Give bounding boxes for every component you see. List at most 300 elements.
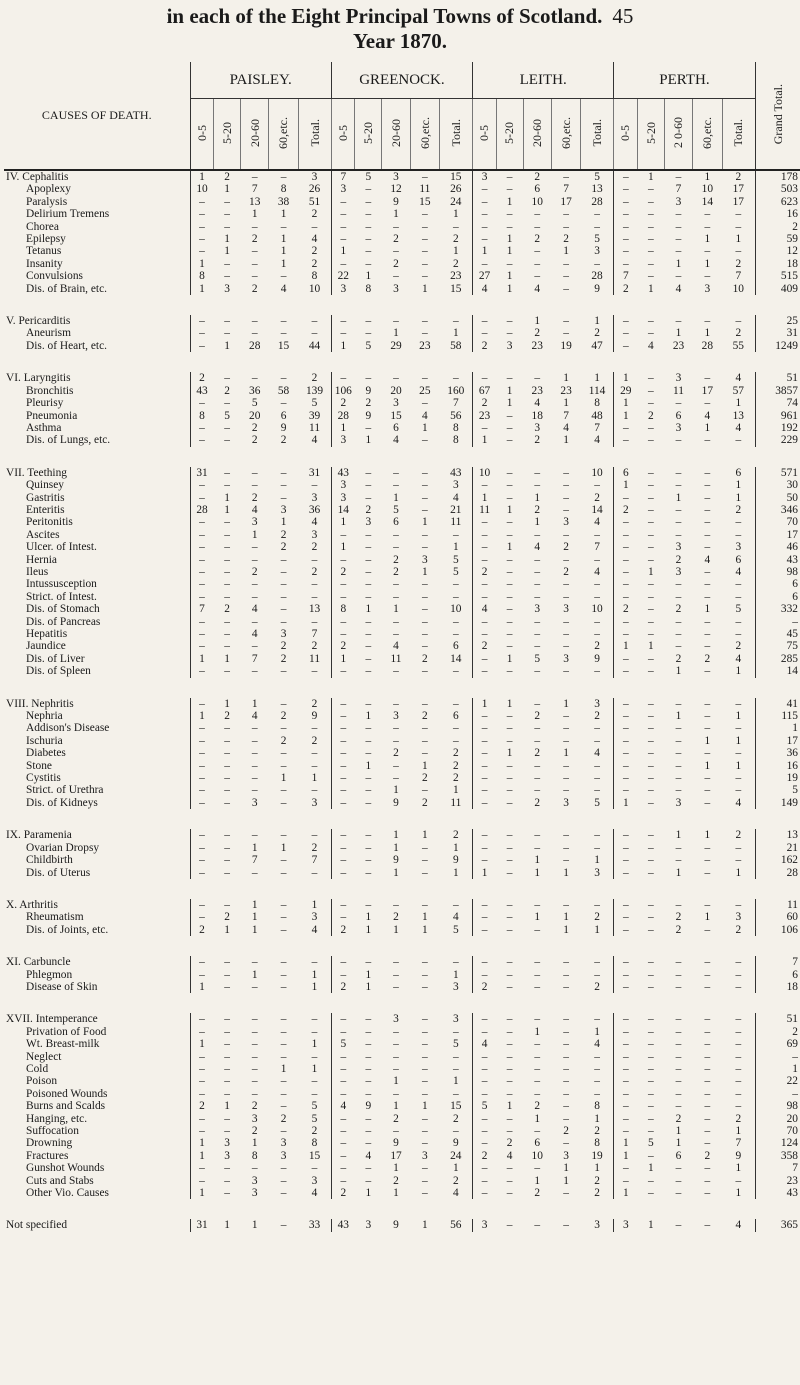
count-cell: – [365, 1112, 372, 1125]
town-total-cell: – [298, 221, 331, 233]
group-gap [4, 809, 800, 829]
count-cell: – [473, 1162, 497, 1174]
count-cell: – [251, 220, 258, 233]
count-cell: – [422, 1050, 428, 1063]
count-cell: – [506, 615, 513, 628]
town-total-cell: 2 [581, 911, 614, 923]
count-cell: – [473, 772, 497, 784]
mortality-table [4, 62, 800, 1232]
count-cell: 6 [614, 467, 638, 479]
count-cell: – [648, 603, 654, 616]
grand-total-cell: 51 [786, 1013, 798, 1026]
town-total-cell: – [440, 372, 473, 384]
count-cell: – [251, 1025, 258, 1038]
table-row [4, 410, 800, 422]
count-cell: – [563, 1062, 569, 1075]
count-cell: – [331, 327, 355, 339]
count-cell: – [563, 590, 569, 603]
count-cell: – [648, 590, 654, 603]
count-cell: 1 [251, 898, 258, 911]
group-gap [4, 352, 800, 372]
count-cell: 3 [251, 1187, 258, 1200]
count-cell: 20 [249, 409, 261, 422]
count-cell: – [704, 372, 711, 385]
count-cell: – [506, 327, 513, 340]
count-cell: 1 [331, 422, 355, 434]
page-number: 45 [612, 4, 634, 28]
cause-header: CAUSES OF DEATH. [4, 62, 190, 170]
count-cell: 1 [614, 1137, 638, 1149]
count-cell: – [473, 479, 497, 491]
count-cell: – [534, 923, 541, 936]
count-cell: 1 [190, 1137, 214, 1149]
count-cell: – [534, 565, 541, 578]
town-total-cell: 2 [581, 1175, 614, 1187]
count-cell: 1 [506, 282, 513, 295]
count-cell: – [473, 315, 497, 327]
grand-total-cell: 229 [780, 434, 798, 447]
cause-label: Aneurism [4, 327, 190, 339]
count-cell: – [648, 220, 654, 233]
count-cell: – [704, 434, 711, 447]
count-cell: – [648, 1112, 654, 1125]
count-cell: 4 [473, 1038, 497, 1050]
town-total-cell: – [581, 529, 614, 541]
count-cell: – [648, 1087, 654, 1100]
count-cell: – [280, 270, 287, 283]
count-cell: – [675, 747, 682, 760]
count-cell: 3 [224, 282, 230, 295]
grand-total-cell: – [792, 615, 798, 628]
count-cell: 9 [393, 195, 399, 208]
town-total-cell: 8 [581, 1137, 614, 1149]
count-cell: – [365, 466, 372, 479]
count-cell: – [331, 911, 355, 923]
age-header-paisley-3: 60,etc. [269, 99, 298, 171]
town-total-cell: 1 [722, 1162, 755, 1174]
count-cell: 1 [393, 327, 399, 340]
count-cell: – [506, 171, 513, 183]
town-total-cell: 3 [722, 541, 755, 553]
grand-total-cell: 18 [786, 980, 798, 993]
count-cell: – [422, 603, 428, 616]
town-total-cell: 2 [722, 258, 755, 270]
count-cell: – [534, 1087, 541, 1100]
count-cell: – [190, 233, 214, 245]
count-cell: – [614, 1162, 638, 1174]
count-cell: 1 [190, 283, 214, 295]
town-total-cell: 1 [581, 1113, 614, 1125]
count-cell: 3 [534, 603, 541, 616]
count-cell: – [506, 466, 513, 479]
count-cell: – [422, 734, 428, 747]
count-cell: – [675, 980, 682, 993]
count-cell: – [614, 772, 638, 784]
count-cell: – [331, 208, 355, 220]
count-cell: 11 [390, 652, 402, 665]
town-total-cell: – [722, 1063, 755, 1075]
count-cell: – [190, 1113, 214, 1125]
count-cell: – [422, 257, 428, 270]
count-cell: – [506, 854, 513, 867]
count-cell: – [648, 195, 654, 208]
town-total-cell: 9 [581, 283, 614, 295]
count-cell: – [365, 796, 372, 809]
count-cell: – [280, 615, 287, 628]
table-row [4, 797, 800, 809]
town-total-cell: – [440, 1026, 473, 1038]
age-header-perth-0: 0-5 [614, 99, 638, 171]
count-cell: 2 [473, 397, 497, 409]
town-total-cell: 2 [298, 1125, 331, 1137]
count-cell: – [614, 327, 638, 339]
count-cell: 2 [422, 772, 428, 785]
count-cell: – [331, 956, 355, 968]
count-cell: 3 [280, 628, 287, 640]
count-cell: – [648, 697, 654, 710]
count-cell: 106 [331, 385, 355, 397]
count-cell: 2 [648, 409, 654, 422]
count-cell: 14 [701, 195, 714, 208]
count-cell: – [422, 1025, 428, 1038]
table-row [4, 747, 800, 759]
table-row [4, 208, 800, 220]
count-cell: 2 [614, 283, 638, 295]
town-total-cell: 13 [298, 603, 331, 615]
count-cell: – [251, 372, 258, 385]
count-cell: – [365, 220, 372, 233]
count-cell: – [393, 245, 399, 258]
count-cell: 4 [704, 553, 711, 566]
count-cell: 1 [534, 315, 541, 328]
count-cell: – [506, 734, 513, 747]
town-total-cell: 8 [298, 270, 331, 282]
count-cell: 1 [534, 1112, 541, 1125]
count-cell: – [534, 665, 541, 678]
town-header-leith: LEITH. [473, 62, 614, 99]
town-total-cell: – [581, 665, 614, 677]
count-cell: 1 [704, 257, 711, 270]
town-total-cell: 1 [440, 867, 473, 879]
count-cell: – [280, 747, 287, 760]
town-total-cell: 3 [298, 170, 331, 183]
count-cell: – [614, 554, 638, 566]
town-total-cell: – [440, 628, 473, 640]
cause-label: Delirium Tremens [4, 208, 190, 220]
count-cell: 1 [251, 1137, 258, 1150]
count-cell: – [704, 245, 711, 258]
group-gap [4, 879, 800, 899]
count-cell: 2 [563, 1125, 569, 1137]
count-cell: 1 [704, 603, 711, 616]
count-cell: – [614, 529, 638, 541]
count-cell: – [365, 784, 372, 797]
town-total-cell: 3 [298, 492, 331, 504]
town-total-cell: 26 [440, 183, 473, 195]
count-cell: – [224, 854, 230, 867]
count-cell: – [280, 1038, 287, 1051]
count-cell: – [251, 1013, 258, 1026]
count-cell: – [224, 829, 230, 842]
count-cell: 1 [190, 981, 214, 993]
count-cell: – [190, 665, 214, 677]
count-cell: 8 [280, 183, 287, 196]
cause-label: Nephria [4, 710, 190, 722]
town-total-cell: 43 [440, 467, 473, 479]
count-cell: 1 [422, 759, 428, 772]
count-cell: – [648, 759, 654, 772]
cause-label: Stone [4, 760, 190, 772]
table-row [4, 492, 800, 504]
count-cell: – [365, 578, 372, 591]
count-cell: 1 [190, 1187, 214, 1199]
town-total-cell: 2 [440, 760, 473, 772]
count-cell: – [224, 541, 230, 554]
count-cell: 1 [534, 854, 541, 867]
count-cell: – [614, 170, 638, 183]
count-cell: 8 [190, 270, 214, 282]
count-cell: – [422, 434, 428, 447]
count-cell: 2 [251, 491, 258, 504]
count-cell: 31 [190, 467, 214, 479]
count-cell: – [648, 1075, 654, 1088]
cause-label: Poisoned Wounds [4, 1088, 190, 1100]
count-cell: – [365, 1050, 372, 1063]
count-cell: – [422, 784, 428, 797]
count-cell: 3 [563, 1149, 569, 1162]
count-cell: 2 [331, 924, 355, 936]
count-cell: – [224, 1038, 230, 1051]
table-row [4, 899, 800, 911]
town-total-cell: 3 [581, 245, 614, 257]
count-cell: 28 [190, 504, 214, 516]
town-total-cell: – [298, 591, 331, 603]
count-cell: – [614, 735, 638, 747]
group-gap [4, 936, 800, 956]
count-cell: 7 [251, 854, 258, 867]
count-cell: – [563, 956, 569, 969]
count-cell: 10 [701, 183, 714, 196]
count-cell: 43 [331, 467, 355, 479]
count-cell: 1 [614, 397, 638, 409]
count-cell: – [365, 1137, 372, 1150]
count-cell: 8 [190, 410, 214, 422]
count-cell: – [365, 372, 372, 385]
count-cell: – [675, 220, 682, 233]
count-cell: – [704, 1075, 711, 1088]
count-cell: 36 [249, 384, 261, 397]
town-total-cell: 3 [298, 529, 331, 541]
count-cell: – [365, 590, 372, 603]
count-cell: 3 [563, 603, 569, 616]
count-cell: – [675, 697, 682, 710]
count-cell: – [675, 628, 682, 640]
count-cell: – [563, 282, 569, 295]
count-cell: 5 [365, 339, 372, 352]
town-total-cell: 56 [440, 410, 473, 422]
count-cell: 3 [251, 516, 258, 529]
count-cell: – [190, 1088, 214, 1100]
count-cell: 4 [251, 628, 258, 640]
count-cell: 5 [331, 1038, 355, 1050]
count-cell: – [280, 491, 287, 504]
grand-total-cell: 409 [780, 282, 798, 295]
town-total-cell: 1 [440, 842, 473, 854]
count-cell: 1 [365, 923, 372, 936]
count-cell: – [648, 652, 654, 665]
count-cell: 1 [506, 541, 513, 554]
count-cell: 4 [251, 710, 258, 723]
count-cell: – [365, 1013, 372, 1026]
table-row [4, 245, 800, 257]
cause-label: Jaundice [4, 640, 190, 652]
count-cell: – [473, 760, 497, 772]
table-row [4, 628, 800, 640]
count-cell: – [331, 1175, 355, 1187]
town-total-cell: – [440, 1088, 473, 1100]
count-cell: 9 [393, 1137, 399, 1150]
grand-total-cell: 41 [786, 697, 798, 710]
count-cell: – [648, 980, 654, 993]
town-total-cell: 4 [722, 1219, 755, 1231]
count-cell: 2 [473, 566, 497, 578]
town-total-cell: 1 [722, 1187, 755, 1199]
count-cell: – [190, 1013, 214, 1025]
count-cell: – [280, 553, 287, 566]
count-cell: – [534, 722, 541, 735]
count-cell: 1 [563, 747, 569, 760]
town-total-cell: – [722, 772, 755, 784]
count-cell: 1 [422, 911, 428, 924]
grand-total-cell: 192 [780, 421, 798, 434]
count-cell: – [331, 554, 355, 566]
town-total-cell: 47 [581, 340, 614, 352]
count-cell: 1 [473, 698, 497, 710]
count-cell: – [331, 747, 355, 759]
count-cell: – [280, 590, 287, 603]
table-row [4, 434, 800, 446]
count-cell: 5 [648, 1137, 654, 1150]
count-cell: – [190, 221, 214, 233]
grand-total-cell: 13 [786, 829, 798, 842]
grand-total-cell: 2 [792, 1025, 798, 1038]
count-cell: 1 [393, 1100, 399, 1113]
grand-total-cell: 69 [786, 1038, 798, 1051]
count-cell: – [563, 171, 569, 183]
count-cell: 1 [224, 923, 230, 936]
cause-label: Ulcer. of Intest. [4, 541, 190, 553]
count-cell: 2 [393, 1112, 399, 1125]
count-cell: – [534, 628, 541, 640]
town-total-cell: 2 [440, 747, 473, 759]
count-cell: 4 [393, 640, 399, 653]
count-cell: 9 [393, 854, 399, 867]
count-cell: 4 [506, 1149, 513, 1162]
town-total-cell: – [722, 1013, 755, 1025]
count-cell: – [534, 578, 541, 591]
count-cell: 1 [675, 257, 682, 270]
count-cell: – [614, 422, 638, 434]
cause-label: Burns and Scalds [4, 1100, 190, 1112]
table-row [4, 956, 800, 968]
table-row [4, 1088, 800, 1100]
table-row [4, 829, 800, 841]
count-cell: – [393, 220, 399, 233]
count-cell: – [675, 956, 682, 969]
count-cell: – [224, 327, 230, 340]
count-cell: 4 [422, 409, 428, 422]
count-cell: – [614, 710, 638, 722]
town-total-cell: 3 [298, 911, 331, 923]
count-cell: – [506, 1162, 513, 1175]
count-cell: – [704, 1013, 711, 1026]
count-cell: 1 [704, 421, 711, 434]
grand-total-cell: 70 [786, 1125, 798, 1137]
age-header-paisley-0: 0-5 [190, 99, 214, 171]
count-cell: – [251, 171, 258, 183]
count-cell: 1 [393, 923, 399, 936]
count-cell: 1 [422, 421, 428, 434]
count-cell: – [365, 1062, 372, 1075]
town-total-cell: 5 [440, 554, 473, 566]
count-cell: – [704, 565, 711, 578]
count-cell: – [506, 1075, 513, 1088]
cause-label: Strict. of Intest. [4, 591, 190, 603]
count-cell: – [365, 553, 372, 566]
town-total-cell: 5 [581, 233, 614, 245]
town-total-cell: – [581, 829, 614, 841]
town-total-cell: 5 [440, 1038, 473, 1050]
count-cell: – [473, 784, 497, 796]
count-cell: – [614, 911, 638, 923]
count-cell: – [473, 969, 497, 981]
count-cell: 1 [224, 1100, 230, 1113]
count-cell: 1 [393, 1162, 399, 1175]
count-cell: – [648, 1038, 654, 1051]
count-cell: – [534, 257, 541, 270]
count-cell: – [506, 710, 513, 723]
count-cell: 1 [224, 503, 230, 516]
cause-label: Ovarian Dropsy [4, 842, 190, 854]
count-cell: – [251, 466, 258, 479]
count-cell: – [648, 866, 654, 879]
count-cell: – [473, 529, 497, 541]
count-cell: 1 [331, 340, 355, 352]
grand-total-cell: 124 [780, 1137, 798, 1150]
count-cell: – [393, 1038, 399, 1051]
town-total-cell: – [440, 956, 473, 968]
count-cell: – [473, 233, 497, 245]
cause-label: Gastritis [4, 492, 190, 504]
cause-label: Enteritis [4, 504, 190, 516]
cause-label: Quinsey [4, 479, 190, 491]
count-cell: 2 [331, 981, 355, 993]
count-cell: – [675, 516, 682, 529]
count-cell: 1 [422, 1100, 428, 1113]
count-cell: – [506, 491, 513, 504]
count-cell: 3 [393, 282, 399, 295]
town-total-cell: – [298, 760, 331, 772]
count-cell: – [563, 759, 569, 772]
count-cell: – [648, 516, 654, 529]
count-cell: 4 [675, 282, 682, 295]
grand-total-cell: 12 [786, 245, 798, 258]
count-cell: – [190, 340, 214, 352]
count-cell: – [365, 1174, 372, 1187]
count-cell: – [190, 735, 214, 747]
count-cell: 1 [365, 911, 372, 924]
town-total-cell: – [440, 315, 473, 327]
